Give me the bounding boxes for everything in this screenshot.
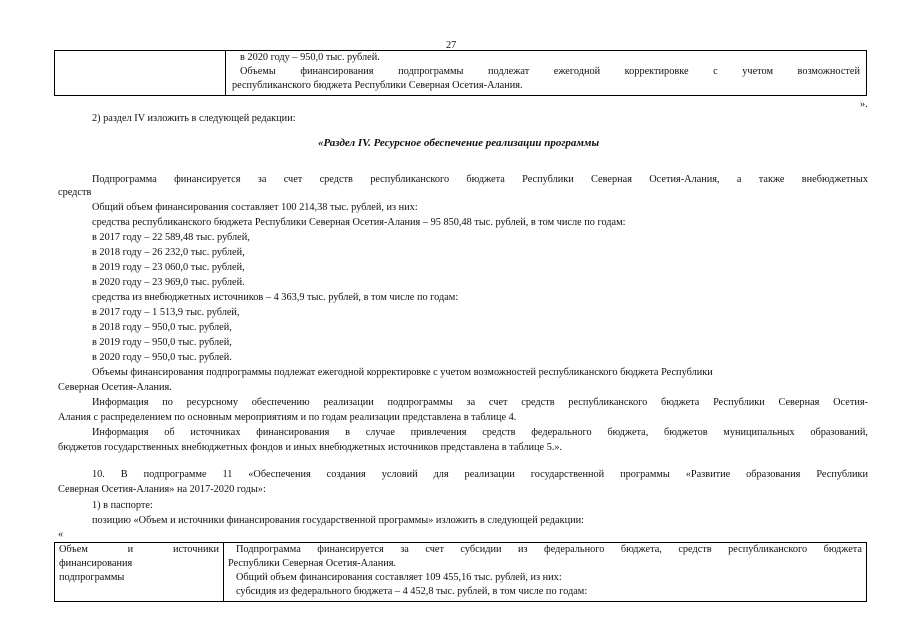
- paragraph-line: Подпрограмма финансируется за счет средств республиканского бюджета Республики Северная Осетия-Алания, а также внебюджетных: [92, 174, 868, 185]
- budget-year: в 2018 году – 26 232,0 тыс. рублей,: [92, 247, 245, 258]
- adjust-line: Северная Осетия-Алания.: [58, 382, 172, 393]
- open-quote: «: [58, 529, 64, 540]
- top-table-line: республиканского бюджета Республики Северная Осетия-Алания.: [232, 80, 523, 91]
- top-table-right-cell: [226, 51, 867, 96]
- left-cell-line: финансирования: [59, 558, 133, 569]
- budget-year: в 2020 году – 23 969,0 тыс. рублей.: [92, 277, 245, 288]
- paragraph-line: средств: [58, 187, 92, 198]
- closing-quote: ».: [860, 99, 868, 110]
- left-cell-line: подпрограммы: [59, 572, 125, 583]
- financing-table-left-cell: [55, 543, 224, 602]
- item-10-line: 10. В подпрограмме 11 «Обеспечения создания условий для реализации государственной программы «Развитие образования Республики: [92, 469, 868, 480]
- extra-year: в 2020 году – 950,0 тыс. рублей.: [92, 352, 232, 363]
- extra-intro: средства из внебюджетных источников – 4 363,9 тыс. рублей, в том числе по годам:: [92, 292, 459, 303]
- info-line: бюджетов государственных внебюджетных фондов и иных внебюджетных источников представлена в таблице 5.».: [58, 442, 563, 453]
- adjust-line: Объемы финансирования подпрограммы подлежат ежегодной корректировке с учетом возможностей республиканского бюджета Республики: [92, 367, 713, 378]
- budget-year: в 2017 году – 22 589,48 тыс. рублей,: [92, 232, 250, 243]
- extra-year: в 2019 году – 950,0 тыс. рублей,: [92, 337, 232, 348]
- total-financing: Общий объем финансирования составляет 100 214,38 тыс. рублей, из них:: [92, 202, 418, 213]
- left-cell-line: Объем и источники: [59, 544, 219, 555]
- right-cell-line: Подпрограмма финансируется за счет субсидии из федерального бюджета, средств республиканского бюджета: [236, 544, 862, 555]
- right-cell-line: Республики Северная Осетия-Алания.: [228, 558, 397, 569]
- position-instruction: позицию «Объем и источники финансирования государственной программы» изложить в следующей редакции:: [92, 515, 584, 526]
- top-table-left-cell: [55, 51, 226, 96]
- budget-year: в 2019 году – 23 060,0 тыс. рублей,: [92, 262, 245, 273]
- financing-table-right-cell: [224, 543, 867, 602]
- financing-table: [54, 542, 867, 602]
- extra-year: в 2017 году – 1 513,9 тыс. рублей,: [92, 307, 240, 318]
- right-cell-line: субсидия из федерального бюджета – 4 452,8 тыс. рублей, в том числе по годам:: [236, 586, 588, 597]
- top-table-line: в 2020 году – 950,0 тыс. рублей.: [240, 52, 380, 63]
- info-line: Информация по ресурсному обеспечению реализации подпрограммы за счет средств республиканского бюджета Республики Северная Осетия-: [92, 397, 868, 408]
- passport-item: 1) в паспорте:: [92, 500, 153, 511]
- section-heading: «Раздел IV. Ресурсное обеспечение реализации программы: [318, 137, 600, 149]
- item-10-line: Северная Осетия-Алания» на 2017-2020 годы»:: [58, 484, 266, 495]
- page-number: 27: [446, 40, 457, 51]
- extra-year: в 2018 году – 950,0 тыс. рублей,: [92, 322, 232, 333]
- budget-intro: средства республиканского бюджета Республики Северная Осетия-Алания – 95 850,48 тыс. рублей, в том числе по годам:: [92, 217, 626, 228]
- top-table-line: Объемы финансирования подпрограммы подлежат ежегодной корректировке с учетом возможностей: [240, 66, 860, 77]
- item-2: 2) раздел IV изложить в следующей редакции:: [92, 113, 296, 124]
- info-line: Алания с распределением по основным мероприятиям и по годам реализации представлена в таблице 4.: [58, 412, 517, 423]
- right-cell-line: Общий объем финансирования составляет 109 455,16 тыс. рублей, из них:: [236, 572, 562, 583]
- info-line: Информация об источниках финансирования в случае привлечения средств федерального бюджета, бюджетов муниципальных образований,: [92, 427, 868, 438]
- top-continuation-table: [54, 50, 867, 96]
